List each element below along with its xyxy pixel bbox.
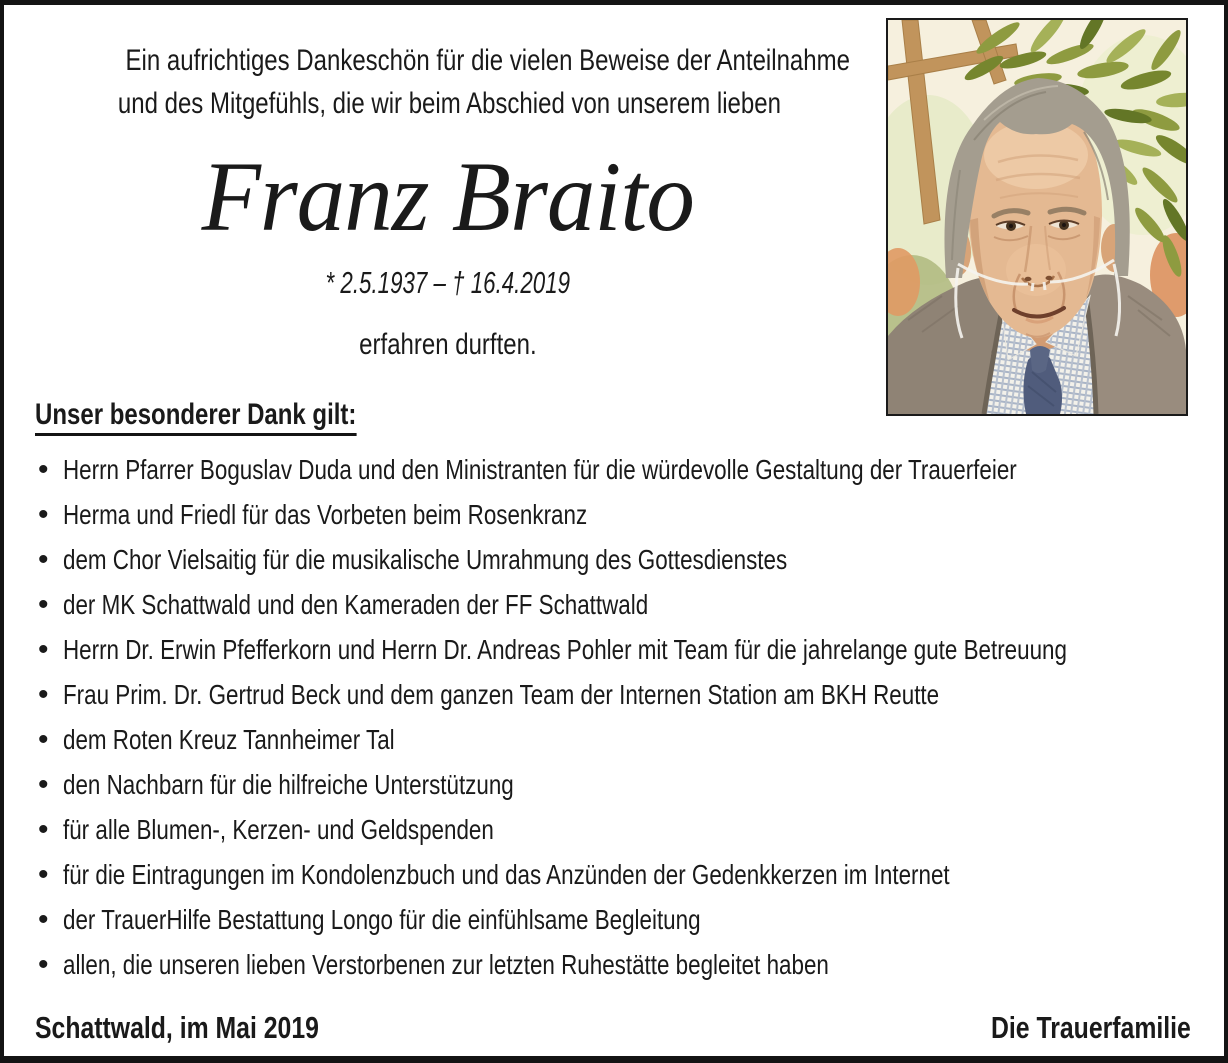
thanks-item: [35, 627, 1195, 672]
thanks-item: [35, 897, 1195, 942]
thanks-item: [35, 492, 1195, 537]
thanks-item: [35, 942, 1195, 987]
thanks-item-text: dem Roten Kreuz Tannheimer Tal: [63, 724, 395, 755]
thanks-item: [35, 852, 1195, 897]
thanks-section: [35, 398, 1195, 987]
thanks-item: [35, 717, 1195, 762]
thanks-item: [35, 762, 1195, 807]
footer-place-date: Schattwald, im Mai 2019: [35, 1010, 319, 1045]
thanks-item: [35, 807, 1195, 852]
thanks-item-text: den Nachbarn für die hilfreiche Unterstützung: [63, 769, 514, 800]
thanks-item-text: für alle Blumen-, Kerzen- und Geldspenden: [63, 814, 494, 845]
notice-footer: [35, 1010, 1191, 1046]
thanks-item-text: allen, die unseren lieben Verstorbenen zur letzten Ruhestätte begleitet haben: [63, 949, 829, 980]
thanks-heading-text: Unser besonderer Dank gilt:: [35, 398, 356, 436]
life-dates: [35, 265, 861, 301]
thanks-item-text: Herrn Pfarrer Boguslav Duda und den Ministranten für die würdevolle Gestaltung der Trauerfeier: [63, 454, 1017, 485]
portrait-photo-svg: [888, 20, 1186, 414]
closing-line-text: erfahren durften.: [359, 328, 537, 361]
footer-signature: Die Trauerfamilie: [991, 1010, 1191, 1045]
intro-line-2: [35, 82, 861, 125]
thanks-heading: [35, 398, 1195, 432]
thanks-item-text: dem Chor Vielsaitig für die musikalische Umrahmung des Gottesdienstes: [63, 544, 788, 575]
intro-line-1: [35, 39, 861, 82]
deceased-name-text: Franz Braito: [201, 141, 695, 252]
thanks-item-text: der TrauerHilfe Bestattung Longo für die einfühlsame Begleitung: [63, 904, 701, 935]
thanks-item-text: für die Eintragungen im Kondolenzbuch und das Anzünden der Gedenkkerzen im Internet: [63, 859, 950, 890]
portrait-photo: [886, 18, 1188, 416]
thanks-item: [35, 582, 1195, 627]
thanks-item-text: Frau Prim. Dr. Gertrud Beck und dem ganzen Team der Internen Station am BKH Reutte: [63, 679, 940, 710]
thanks-item-text: Herma und Friedl für das Vorbeten beim Rosenkranz: [63, 499, 588, 530]
intro-line-1-text: Ein aufrichtiges Dankeschön für die vielen Beweise der Anteilnahme: [125, 44, 850, 77]
closing-line: [35, 327, 861, 363]
intro-line-2-text: und des Mitgefühls, die wir beim Abschied von unserem lieben: [117, 87, 781, 120]
thanks-item-text: der MK Schattwald und den Kameraden der FF Schattwald: [63, 589, 649, 620]
deceased-name: [35, 141, 861, 253]
thanks-list: [35, 447, 1195, 987]
thanks-item: [35, 447, 1195, 492]
thanks-item: [35, 537, 1195, 582]
life-dates-text: * 2.5.1937 – † 16.4.2019: [325, 265, 571, 300]
notice-header: [35, 39, 861, 363]
thanks-item-text: Herrn Dr. Erwin Pfefferkorn und Herrn Dr. Andreas Pohler mit Team für die jahrelange gute Betreuung: [63, 634, 1067, 665]
thanks-item: [35, 672, 1195, 717]
